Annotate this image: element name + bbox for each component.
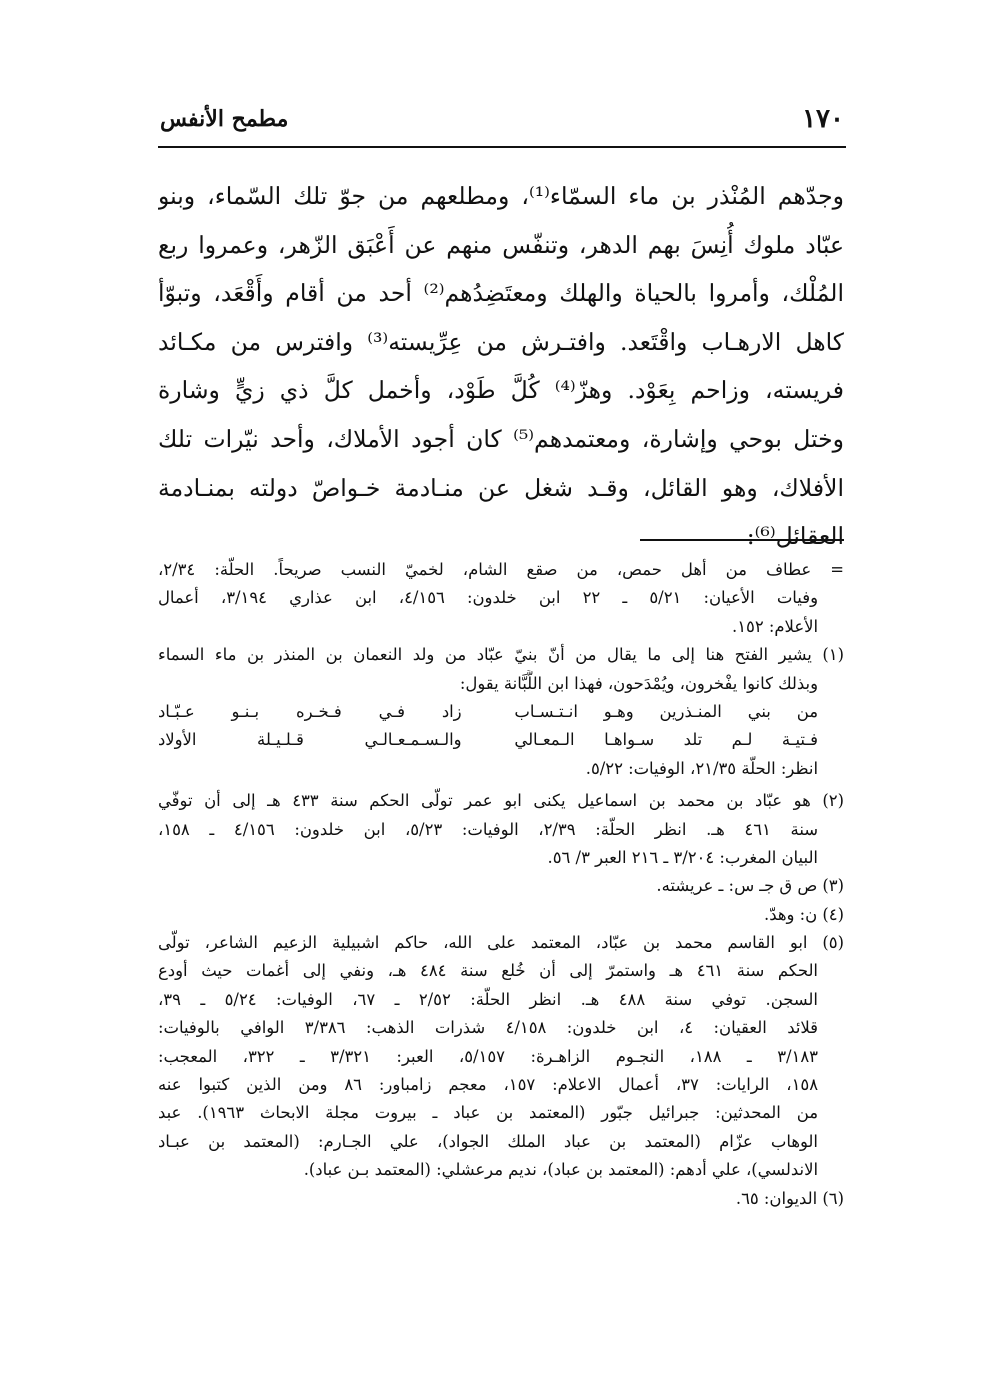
footnote-line: الأعلام: ١٥٢.: [732, 616, 818, 636]
text-line: المُلْك، وأمروا بالحياة والهلك ومعتَضِدُهم⁽²⁾ أحد من أقام وأَقْعَد، وتبوّأ: [158, 279, 844, 308]
footnote-line: قلائد العقيان: ٤، ابن خلدون: ٤/١٥٨ شذرات الذهب: ٣/٣٨٦ الوافي بالوفيات:: [158, 1018, 819, 1038]
footnote-3: (٣) ص ق جـ س: ـ عريشته.: [656, 876, 844, 896]
footnote-2: [158, 787, 844, 872]
text-line: العقائل⁽⁶⁾:: [746, 522, 844, 551]
footnote-line: ١٥٨، الرايات: ٣٧، أعمال الاعلام: ١٥٧، معجم زامباور: ٨٦ ومن الذين كتبوا عنه: [158, 1075, 819, 1095]
footnote-5: [158, 929, 844, 1185]
verse-first-hemistich: فـتيـة لـم تلد سـواهـا الـمعـالي: [514, 730, 818, 750]
footnote-line: الاندلسي)، علي أدهم: (المعتمد بن عباد)، نديم مرعشلي: (المعتمد بـن عباد).: [303, 1160, 818, 1180]
text-line: عبّاد ملوك أُنِسَ بهم الدهر، وتنفّس منهم عن أَعْبَق الزّهر، وعمروا ربع: [158, 230, 844, 259]
footnote-line: = عطاف من أهل حمص، من صقع الشام، لخميّ النسب صريحاً. الحلّة: ٢/٣٤،: [158, 560, 844, 579]
text-line: الأفلاك، وهو القائل، وقـد شغل عن منـادمة خـواصّ دولته بمنـادمة: [158, 473, 844, 502]
footnote-line: السجن. توفي سنة ٤٨٨ هـ. انظر الحلّة: ٢/٥٢ ـ ٦٧، الوفيات: ٥/٢٤ ـ ٣٩،: [158, 989, 818, 1009]
verse-first-hemistich: من بني المنـذرين وهـو انـتـسـاب: [514, 701, 818, 721]
footnote-line: وفيات الأعيان: ٥/٢١ ـ ٢٢ ابن خلدون: ٤/١٥٦، ابن عذاري ٣/١٩٤، أعمال: [158, 588, 818, 608]
footnote-4: (٤) ن: وهدّ.: [764, 904, 844, 924]
text-line: وجدّهم المُنْذر بن ماء السمّاء⁽¹⁾، ومطلعهم من جوّ تلك السّماء، وبنو: [158, 182, 844, 210]
footnotes: [158, 556, 844, 1213]
verse-second-hemistich: والـسـمـعـالـي قـلـيـلة الأولاد: [158, 730, 462, 750]
footnote-line: الحكم سنة ٤٦١ هـ واستمرّ إلى أن خُلع سنة ٤٨٤ هـ، ونفي إلى أغمات حيث أودع: [158, 961, 818, 981]
footnote-line: البيان المغرب: ٣/٢٠٤ ـ ٢١٦ العبر ٣/ ٥٦.: [547, 847, 818, 867]
verse-line: [158, 698, 844, 726]
main-text: [158, 172, 844, 561]
footnote-line: ٣/١٨٣ ـ ١٨٨، النجـوم الزاهـرة: ٥/١٥٧، العبر: ٣/٣٢١ ـ ٣٢٢، المعجب:: [158, 1046, 818, 1066]
text-line: كاهل الارهـاب واقْتَعد. وافتـرش من عِرِّيسته⁽³⁾ وافترس من مكـائد: [158, 327, 844, 356]
footnote-1: [158, 641, 844, 783]
footnote-line: (٥) ابو القاسم محمد بن عبّاد، المعتمد على الله، حاكم اشبيلية الزعيم الشاعر، تولّى: [158, 933, 844, 953]
footnote-line: الوهاب عزّام (المعتمد بن عباد الملك الجواد)، علي الجـارم: (المعتمد بن عبـاد: [158, 1131, 818, 1151]
verse-second-hemistich: زاد فـي فـخـره بـنـو عـبّـاد: [158, 701, 462, 721]
footnote-line: وبذلك كانوا يفْخرون، ويُمْدَحون، فهذا ابن اللَّبَّانة يقول:: [459, 673, 818, 693]
footnote-line: (٢) هو عبّاد بن محمد بن اسماعيل يكنى ابو عمر تولّى الحكم سنة ٤٣٣ هـ إلى أن توفّي: [158, 791, 844, 811]
running-header: [160, 100, 844, 144]
text-line: وختل بوحي وإشارة، ومعتمدهم⁽⁵⁾ كان أجود الأملاك، وأحد نيّرات تلك: [158, 424, 844, 453]
footnote-separator: [640, 539, 844, 541]
page-number: ١٧٠: [802, 104, 844, 134]
text-line: فريسته، وزاحم بِعَوْد. وهزّ⁽⁴⁾ كُلَّ طَوْد، وأخمل كلَّ ذي زيٍّ وشارة: [158, 376, 844, 405]
footnote-line: سنة ٤٦١ هـ. انظر الحلّة: ٢/٣٩، الوفيات: ٥/٢٣، ابن خلدون: ٤/١٥٦ ـ ١٥٨،: [158, 819, 818, 839]
footnote-line: انظر: الحلّة ٢١/٣٥، الوفيات: ٥/٢٢.: [585, 758, 818, 778]
footnote-line: (١) يشير الفتح هنا إلى ما يقال من أنّ بنيّ عبّاد من ولد النعمان بن المنذر بن ماء السماء: [158, 645, 844, 665]
header-rule: [158, 146, 846, 148]
footnote-line: من المحدثين: جبرائيل جبّور (المعتمد بن عباد ـ بيروت مجلة الابحاث ١٩٦٣). عبد: [158, 1103, 818, 1123]
verse-line: [158, 726, 844, 754]
running-title: مطمح الأنفس: [160, 106, 289, 132]
footnote-6: [158, 1185, 844, 1213]
footnote-line: (٦) الديوان: ٦٥.: [735, 1188, 844, 1208]
footnote-continued: [158, 556, 844, 641]
